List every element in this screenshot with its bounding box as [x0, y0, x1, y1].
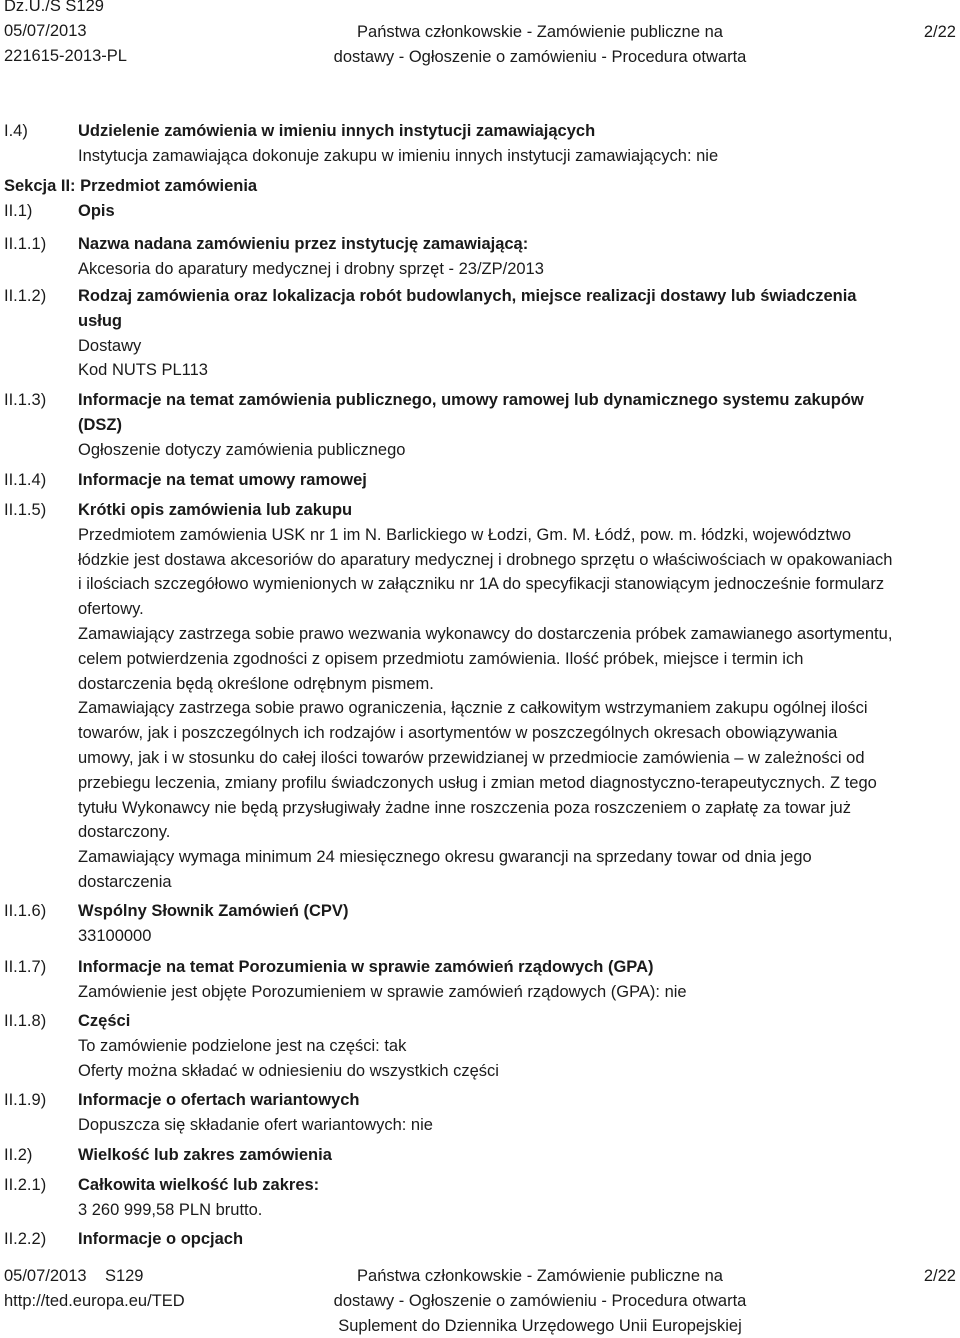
- description-line: dostarczony.: [78, 823, 171, 842]
- description-line: towarów, jak i poszczególnych ich rodzajów i asortymentów w poszczególnych okresach obowiązywania: [78, 724, 838, 743]
- section-number: II.2): [4, 1146, 33, 1164]
- section-number: II.1.3): [4, 391, 47, 409]
- section-text: Dopuszcza się składanie ofert wariantowych: nie: [78, 1115, 433, 1134]
- header-date: 05/07/2013: [4, 21, 87, 40]
- section-number: II.1.7): [4, 958, 47, 976]
- cpv-code: 33100000: [78, 926, 152, 945]
- section-number: II.1.6): [4, 902, 47, 920]
- total-value: 3 260 999,58 PLN brutto.: [78, 1200, 263, 1219]
- section-text: Ogłoszenie dotyczy zamówienia publicznego: [78, 440, 406, 459]
- description-line: Zamawiający wymaga minimum 24 miesięcznego okresu gwarancji na sprzedany towar od dnia jego: [78, 848, 812, 867]
- section-number: I.4): [4, 122, 28, 140]
- footer-left: [4, 1264, 185, 1314]
- section-text: To zamówienie podzielone jest na części: tak: [78, 1036, 407, 1055]
- header-page: 2/22: [923, 23, 956, 41]
- description-line: Zamawiający zastrzega sobie prawo wezwania wykonawcy do dostarczenia próbek zamawianego asortymentu,: [78, 624, 893, 643]
- footer-title: [300, 1264, 780, 1338]
- footer-title-line2: dostawy - Ogłoszenie o zamówieniu - Procedura otwarta: [333, 1291, 747, 1310]
- section-heading: Informacje na temat umowy ramowej: [78, 471, 367, 489]
- header-title-line2: dostawy - Ogłoszenie o zamówieniu - Procedura otwarta: [333, 47, 747, 66]
- description-line: Zamawiający zastrzega sobie prawo ograniczenia, łącznie z całkowitym wstrzymaniem zakupu ogólnej ilości: [78, 699, 868, 718]
- description-line: przebiegu leczenia, zmiany profilu świadczonych usług i zmian metod diagnostyczno-terapeutycznych. Z tego: [78, 773, 877, 792]
- section-heading: Informacje o ofertach wariantowych: [78, 1091, 360, 1109]
- section-heading: Informacje na temat Porozumienia w sprawie zamówień rządowych (GPA): [78, 958, 654, 976]
- description-line: tytułu Wykonawcy nie będą przysługiwały żadne inne roszczenia poza roszczeniem o zapłatę za towar już: [78, 798, 851, 817]
- section-text: Akcesoria do aparatury medycznej i drobny sprzęt - 23/ZP/2013: [78, 259, 544, 278]
- description-line: umowy, jak i w stosunku do całej ilości towarów przewidzianej w przedmiocie zamówienia – w zależności od: [78, 748, 865, 767]
- section-heading: Wielkość lub zakres zamówienia: [78, 1146, 332, 1164]
- section-number: II.1.8): [4, 1012, 47, 1030]
- page-header: [0, 0, 960, 70]
- page-footer: [0, 1264, 960, 1334]
- description-line: ofertowy.: [78, 600, 144, 619]
- section-heading: Opis: [78, 202, 115, 220]
- section-text: Instytucja zamawiająca dokonuje zakupu w imieniu innych instytucji zamawiających: nie: [78, 146, 719, 165]
- section-text: Oferty można składać w odniesieniu do wszystkich części: [78, 1061, 499, 1080]
- header-ref: 221615-2013-PL: [4, 46, 127, 65]
- section-heading: Całkowita wielkość lub zakres:: [78, 1176, 320, 1194]
- description-line: i ilościach szczegółowo wymienionych w załączniku nr 1A do specyfikacji stanowiącym jednocześnie formularz: [78, 575, 885, 594]
- section-heading-line1: Informacje na temat zamówienia publicznego, umowy ramowej lub dynamicznego systemu zakupów: [78, 391, 864, 409]
- description-line: dostarczenia: [78, 872, 172, 891]
- header-title-line1: Państwa członkowskie - Zamówienie publiczne na: [357, 23, 723, 41]
- section-number: II.1.9): [4, 1091, 47, 1109]
- footer-date: 05/07/2013: [4, 1267, 87, 1285]
- section-number: II.1.2): [4, 287, 47, 305]
- section-number: II.2.2): [4, 1230, 47, 1248]
- section-heading-line1: Rodzaj zamówienia oraz lokalizacja robót budowlanych, miejsce realizacji dostawy lub świadczenia: [78, 287, 857, 305]
- section-heading-line2: (DSZ): [78, 415, 122, 434]
- section-number: II.1): [4, 202, 33, 220]
- section-heading: Części: [78, 1012, 131, 1030]
- section-number: II.1.1): [4, 235, 47, 253]
- footer-title-line3: Suplement do Dziennika Urzędowego Unii Europejskiej: [338, 1316, 742, 1335]
- header-left: [4, 0, 127, 68]
- section-heading: Wspólny Słownik Zamówień (CPV): [78, 902, 349, 920]
- description-line: łódzkie jest dostawa akcesoriów do aparatury medycznej i drobnego sprzętu o właściwościach w opakowaniach: [78, 550, 893, 569]
- section-heading: Krótki opis zamówienia lub zakupu: [78, 501, 353, 519]
- footer-page: 2/22: [923, 1267, 956, 1285]
- section-heading: Udzielenie zamówienia w imieniu innych instytucji zamawiających: [78, 122, 596, 140]
- description-line: celem potwierdzenia zgodności z opisem przedmiotu zamówienia. Ilość próbek, miejsce i termin ich: [78, 649, 804, 668]
- section-number: II.1.5): [4, 501, 47, 519]
- section-text: Zamówienie jest objęte Porozumieniem w sprawie zamówień rządowych (GPA): nie: [78, 982, 687, 1001]
- header-title: [310, 20, 770, 70]
- section-heading: Nazwa nadana zamówieniu przez instytucję zamawiającą:: [78, 235, 529, 253]
- section-text: Dostawy: [78, 336, 142, 355]
- footer-issue: S129: [104, 1267, 144, 1285]
- footer-url[interactable]: http://ted.europa.eu/TED: [4, 1291, 185, 1310]
- footer-date-issue: [4, 1264, 185, 1289]
- section-heading: Informacje o opcjach: [78, 1230, 244, 1248]
- header-doc-id: Dz.U./S S129: [4, 0, 104, 15]
- section-heading-line2: usług: [78, 311, 122, 330]
- section-title: Sekcja II: Przedmiot zamówienia: [4, 177, 258, 195]
- description-line: Przedmiotem zamówienia USK nr 1 im N. Barlickiego w Łodzi, Gm. M. Łódź, pow. m. łódzki, województwo: [78, 525, 852, 544]
- section-number: II.2.1): [4, 1176, 47, 1194]
- footer-title-line1: Państwa członkowskie - Zamówienie publiczne na: [357, 1267, 723, 1285]
- description-line: dostarczenia będą określone odrębnym pismem.: [78, 674, 434, 693]
- section-text: Kod NUTS PL113: [78, 361, 208, 380]
- section-number: II.1.4): [4, 471, 47, 489]
